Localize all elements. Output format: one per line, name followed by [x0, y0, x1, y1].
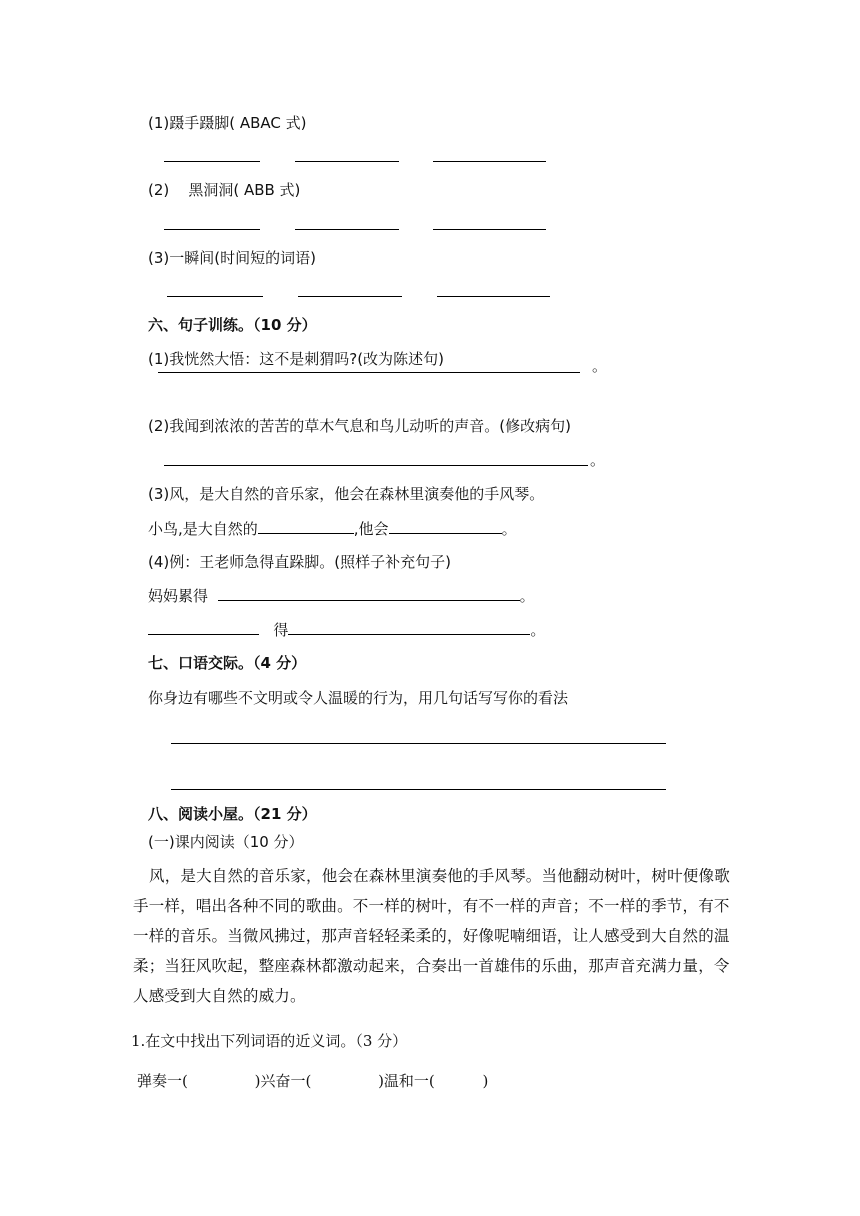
answer-blank[interactable]	[295, 229, 399, 230]
period: 。	[530, 621, 546, 639]
answer-blank[interactable]	[437, 296, 550, 297]
answer-blank[interactable]	[218, 586, 520, 601]
reading-passage: 风，是大自然的音乐家，他会在森林里演奏他的手风琴。当他翻动树叶，树叶便像歌手一样，唱出各种不同的歌曲。不一样的树叶，有不一样的声音；不一样的季节，有不一样的音乐。当微风拂过，那声音轻轻柔柔的，好像呢喃细语，让人感受到大自然的温柔；当狂风吹起，整座森林都激动起来，合奏出一首雄伟的乐曲，那声音充满力量，令人感受到大自然的威力。	[133, 867, 730, 1005]
answer-blank[interactable]	[167, 296, 263, 297]
fill-text: 妈妈累得	[148, 587, 209, 605]
question-5-1: (1)蹑手蹑脚( ABAC 式)	[148, 114, 307, 132]
answer-blank[interactable]	[158, 372, 580, 373]
answer-blank[interactable]	[433, 229, 546, 230]
answer-blank[interactable]	[288, 620, 530, 635]
answer-blank[interactable]	[164, 229, 260, 230]
question-6-4-fill-b	[148, 620, 545, 640]
answer-blank[interactable]	[389, 519, 502, 534]
answer-blank[interactable]	[433, 161, 546, 162]
answer-blank[interactable]	[295, 161, 399, 162]
section-6-title: 六、句子训练。（10 分）	[148, 316, 317, 334]
synonym-blanks: 弹奏一( )兴奋一( )温和一( )	[137, 1072, 489, 1090]
question-6-4: (4)例：王老师急得直跺脚。(照样子补充句子)	[148, 553, 451, 571]
answer-blank[interactable]	[298, 296, 402, 297]
answer-blank[interactable]	[148, 620, 259, 635]
period: 。	[519, 587, 535, 605]
period: 。	[590, 451, 606, 469]
question-6-3-fill	[148, 519, 517, 539]
section-8-subtitle: (一)课内阅读（10 分）	[148, 833, 304, 851]
answer-blank[interactable]	[164, 465, 588, 466]
question-5-3: (3)一瞬间(时间短的词语)	[148, 249, 316, 267]
question-6-3: (3)风，是大自然的音乐家，他会在森林里演奏他的手风琴。	[148, 485, 545, 503]
period: 。	[501, 520, 517, 538]
answer-blank[interactable]	[171, 789, 666, 790]
fill-text: 得	[273, 621, 289, 639]
period: 。	[592, 357, 608, 375]
question-6-1: (1)我恍然大悟：这不是刺猬吗?(改为陈述句)	[148, 350, 444, 368]
section-8-title: 八、阅读小屋。（21 分）	[148, 805, 317, 823]
answer-blank[interactable]	[258, 519, 354, 534]
answer-blank[interactable]	[164, 161, 260, 162]
question-8-1: 1.在文中找出下列词语的近义词。（3 分）	[131, 1032, 408, 1050]
section-7-title: 七、口语交际。（4 分）	[148, 654, 307, 672]
answer-blank[interactable]	[171, 743, 666, 744]
question-6-2: (2)我闻到浓浓的苦苦的草木气息和鸟儿动听的声音。(修改病句)	[148, 417, 571, 435]
fill-text: ,他会	[353, 520, 389, 538]
section-7-prompt: 你身边有哪些不文明或令人温暖的行为，用几句话写写你的看法	[148, 689, 569, 707]
question-5-2: (2) 黑洞洞( ABB 式)	[148, 181, 301, 199]
fill-text: 小鸟,是大自然的	[148, 520, 258, 538]
question-6-4-fill-a	[148, 586, 535, 606]
